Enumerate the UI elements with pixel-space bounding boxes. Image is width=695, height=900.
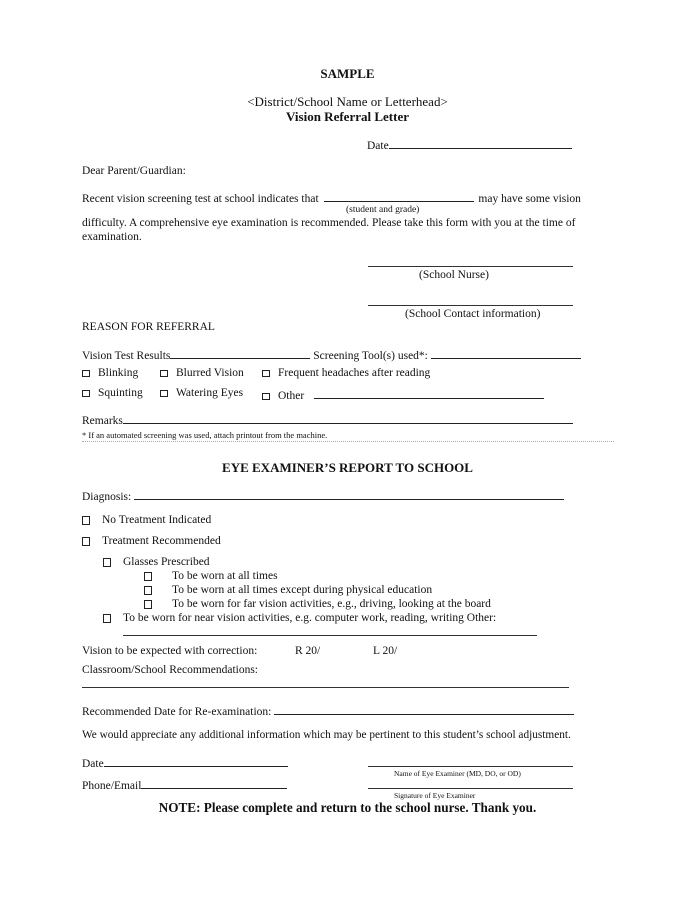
report-heading: EYE EXAMINER’S REPORT TO SCHOOL — [222, 460, 473, 475]
student-caption: (student and grade) — [346, 205, 420, 215]
letterhead-placeholder: <District/School Name or Letterhead> — [247, 94, 448, 109]
letter-line-2: difficulty. A comprehensive eye examination is recommended. Please take this form with you at the time of — [82, 217, 576, 229]
checkbox-icon[interactable] — [160, 370, 168, 377]
phone-email-field[interactable] — [141, 777, 287, 789]
examiner-name-caption: Name of Eye Examiner (MD, DO, or OD) — [394, 769, 521, 778]
checkbox-icon[interactable] — [144, 586, 152, 595]
glasses-option-except-pe[interactable]: To be worn at all times except during physical education — [144, 584, 432, 596]
school-contact-caption: (School Contact information) — [405, 308, 541, 320]
vision-results-field[interactable] — [170, 347, 310, 359]
remarks-field[interactable] — [123, 412, 573, 424]
vision-expected-label: Vision to be expected with correction: — [82, 645, 258, 657]
classroom-recommendations-label: Classroom/School Recommendations: — [82, 664, 258, 676]
additional-info-request: We would appreciate any additional information which may be pertinent to this student’s school adjustment. — [82, 729, 571, 741]
symptom-squinting[interactable]: Squinting — [82, 387, 143, 399]
glasses-option-far-vision[interactable]: To be worn for far vision activities, e.g., driving, looking at the board — [144, 598, 491, 610]
automated-screening-footnote: * If an automated screening was used, attach printout from the machine. — [82, 430, 328, 440]
checkbox-icon[interactable] — [144, 600, 152, 609]
checkbox-icon[interactable] — [262, 370, 270, 377]
letter-line-3: examination. — [82, 231, 142, 243]
school-nurse-signature-line[interactable] — [368, 266, 573, 267]
salutation: Dear Parent/Guardian: — [82, 165, 186, 177]
date-label: Date — [367, 140, 389, 152]
checkbox-icon[interactable] — [262, 393, 270, 400]
examiner-date-row: Date — [82, 755, 288, 770]
remarks-row: Remarks — [82, 412, 573, 427]
date-field[interactable] — [367, 137, 572, 152]
checkbox-icon[interactable] — [103, 614, 111, 623]
letter-title: Vision Referral Letter — [286, 109, 409, 124]
examiner-date-field[interactable] — [104, 755, 288, 767]
checkbox-icon[interactable] — [82, 390, 90, 397]
symptom-headaches[interactable]: Frequent headaches after reading — [262, 367, 430, 379]
student-name-field[interactable] — [324, 190, 474, 202]
checkbox-icon[interactable] — [82, 516, 90, 525]
school-nurse-caption: (School Nurse) — [419, 269, 489, 281]
checkbox-icon[interactable] — [82, 537, 90, 546]
reexam-date-field[interactable] — [274, 703, 574, 715]
option-no-treatment[interactable]: No Treatment Indicated — [82, 514, 211, 526]
checkbox-icon[interactable] — [82, 370, 90, 377]
other-glasses-field[interactable] — [123, 635, 537, 636]
diagnosis-row: Diagnosis: — [82, 488, 564, 503]
sample-heading: SAMPLE — [320, 66, 375, 81]
symptom-blinking[interactable]: Blinking — [82, 367, 138, 379]
symptom-other[interactable]: Other — [262, 387, 544, 402]
checkbox-icon[interactable] — [103, 558, 111, 567]
glasses-option-all-times[interactable]: To be worn at all times — [144, 570, 278, 582]
date-line[interactable] — [389, 137, 572, 149]
glasses-option-near-vision[interactable]: To be worn for near vision activities, e.g. computer work, reading, writing Other: — [103, 612, 496, 624]
symptom-blurred-vision[interactable]: Blurred Vision — [160, 367, 244, 379]
letter-line-1: Recent vision screening test at school indicates that may have some vision — [82, 190, 581, 205]
symptom-watering-eyes[interactable]: Watering Eyes — [160, 387, 243, 399]
examiner-signature-line[interactable] — [368, 788, 573, 789]
return-note: NOTE: Please complete and return to the school nurse. Thank you. — [158, 800, 537, 815]
right-eye-value[interactable]: R 20/ — [295, 645, 321, 657]
phone-email-row: Phone/Email — [82, 777, 287, 792]
diagnosis-field[interactable] — [134, 488, 564, 500]
examiner-signature-caption: Signature of Eye Examiner — [394, 791, 476, 800]
checkbox-icon[interactable] — [160, 390, 168, 397]
reason-heading: REASON FOR REFERRAL — [82, 321, 215, 333]
option-treatment-recommended[interactable]: Treatment Recommended — [82, 535, 221, 547]
left-eye-value[interactable]: L 20/ — [373, 645, 398, 657]
screening-tool-field[interactable] — [431, 347, 581, 359]
other-symptom-field[interactable] — [314, 387, 544, 399]
checkbox-icon[interactable] — [144, 572, 152, 581]
classroom-recommendations-field[interactable] — [82, 687, 569, 688]
vision-results-row: Vision Test Results Screening Tool(s) used*: — [82, 347, 581, 362]
school-contact-line[interactable] — [368, 305, 573, 306]
option-glasses-prescribed[interactable]: Glasses Prescribed — [103, 556, 210, 568]
examiner-name-line[interactable] — [368, 766, 573, 767]
reexam-row: Recommended Date for Re-examination: — [82, 703, 574, 718]
cut-line-divider — [82, 441, 614, 442]
